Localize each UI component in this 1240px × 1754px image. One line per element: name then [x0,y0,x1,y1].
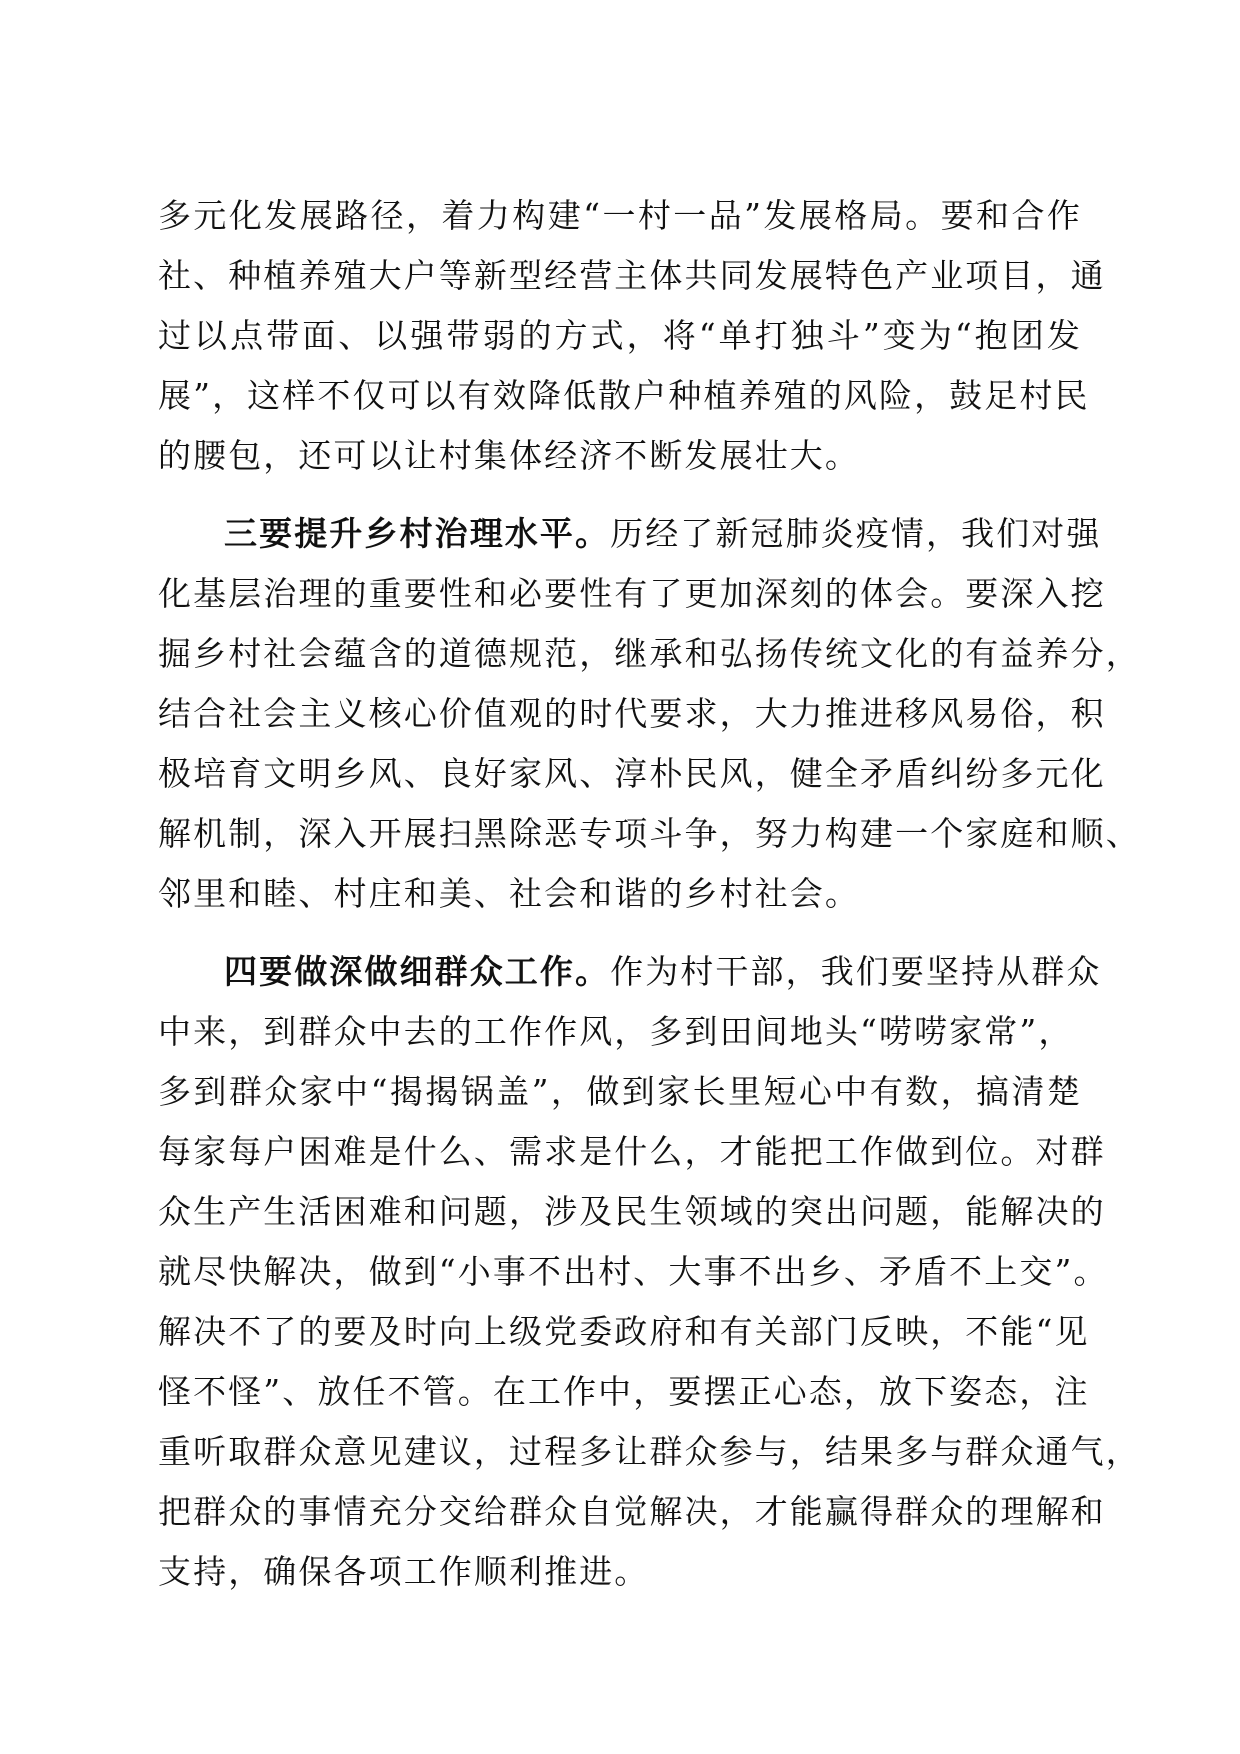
text-line: 解决不了的要及时向上级党委政府和有关部门反映，不能“见 [158,1312,1090,1351]
document-body [158,186,1141,1602]
paragraph-1 [158,186,1106,486]
text-line: 中来，到群众中去的工作作风，多到田间地头“唠唠家常”， [158,1012,1074,1051]
section-heading: 三要提升乡村治理水平。 [224,514,611,553]
text-line-first [158,504,1102,564]
text-line: 过以点带面、以强带弱的方式，将“单打独斗”变为“抱团发 [158,316,1082,355]
text-line: 展”，这样不仅可以有效降低散户种植养殖的风险，鼓足村民 [158,376,1090,415]
text-line: 把群众的事情充分交给群众自觉解决，才能赢得群众的理解和 [158,1492,1106,1531]
text-line: 结合社会主义核心价值观的时代要求，大力推进移风易俗，积 [158,694,1106,733]
paragraph-gap [158,486,1082,504]
text-line: 重听取群众意见建议，过程多让群众参与，结果多与群众通气， [158,1432,1141,1471]
paragraph-2 [158,504,1141,924]
text-span: 历经了新冠肺炎疫情，我们对强 [610,514,1102,553]
paragraph-3 [158,942,1141,1602]
section-heading: 四要做深做细群众工作。 [224,952,611,991]
text-line: 极培育文明乡风、良好家风、淳朴民风，健全矛盾纠纷多元化 [158,754,1106,793]
text-line: 支持，确保各项工作顺利推进。 [158,1552,650,1591]
text-line: 掘乡村社会蕴含的道德规范，继承和弘扬传统文化的有益养分， [158,634,1141,673]
text-line: 的腰包，还可以让村集体经济不断发展壮大。 [158,436,860,475]
text-line: 怪不怪”、放任不管。在工作中，要摆正心态，放下姿态，注 [158,1372,1090,1411]
text-line: 多元化发展路径，着力构建“一村一品”发展格局。要和合作 [158,196,1082,235]
text-line: 就尽快解决，做到“小事不出村、大事不出乡、矛盾不上交”。 [158,1252,1109,1291]
text-line: 化基层治理的重要性和必要性有了更加深刻的体会。要深入挖 [158,574,1106,613]
text-line: 多到群众家中“揭揭锅盖”，做到家长里短心中有数，搞清楚 [158,1072,1082,1111]
paragraph-gap [158,924,1082,942]
text-span: 作为村干部，我们要坚持从群众 [610,952,1102,991]
text-line: 每家每户困难是什么、需求是什么，才能把工作做到位。对群 [158,1132,1106,1171]
text-line: 解机制，深入开展扫黑除恶专项斗争，努力构建一个家庭和顺、 [158,814,1141,853]
text-line: 邻里和睦、村庄和美、社会和谐的乡村社会。 [158,874,860,913]
text-line-first [158,942,1102,1002]
text-line: 社、种植养殖大户等新型经营主体共同发展特色产业项目，通 [158,256,1106,295]
text-line: 众生产生活困难和问题，涉及民生领域的突出问题，能解决的 [158,1192,1106,1231]
